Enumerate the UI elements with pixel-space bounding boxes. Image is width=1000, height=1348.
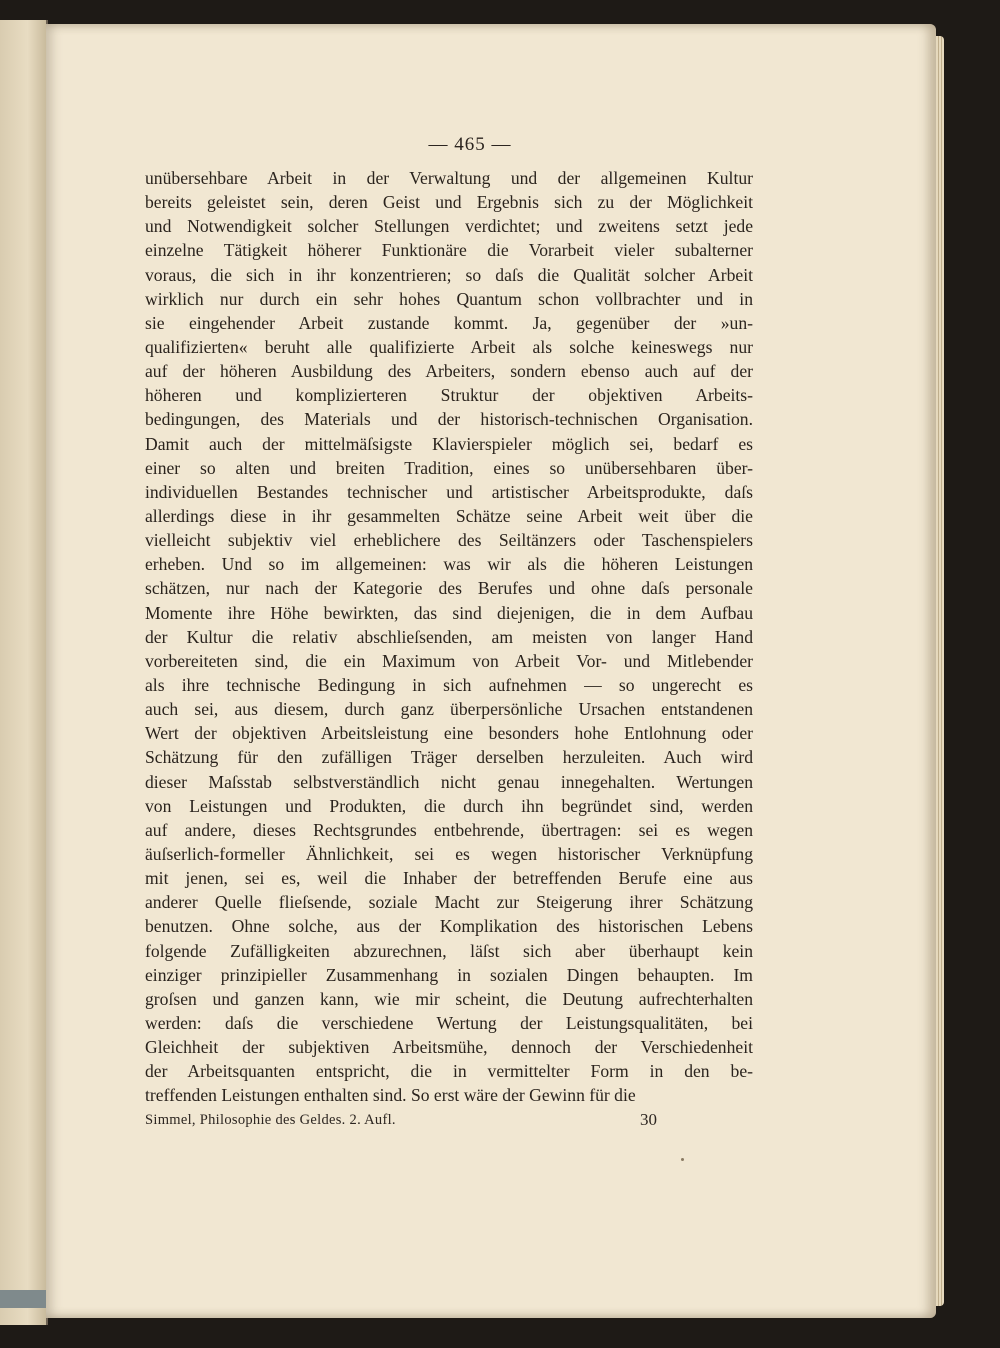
text-line: dieser Maſsstab selbstverständlich nicht genau innegehalten. Wertungen <box>145 771 753 792</box>
text-line: Wert der objektiven Arbeitsleistung eine besonders hohe Entlohnung oder <box>145 723 753 744</box>
text-line: auf andere, dieses Rechtsgrundes entbehrende, übertragen: sei es wegen <box>145 819 753 840</box>
text-line: einer so alten und breiten Tradition, eines so unübersehbaren über- <box>145 457 753 478</box>
text-line: von Leistungen und Produkten, die durch ihn begründet sind, werden <box>145 795 753 816</box>
signature-mark: 30 <box>640 1110 657 1129</box>
text-line: Momente ihre Höhe bewirkten, das sind diejenigen, die in dem Aufbau <box>145 602 753 623</box>
text-line: einzelne Tätigkeit höherer Funktionäre die Vorarbeit vieler subalterner <box>145 240 753 261</box>
text-line: werden: daſs die verschiedene Wertung der Leistungsqualitäten, bei <box>145 1012 753 1033</box>
text-line: als ihre technische Bedingung in sich aufnehmen — so ungerecht es <box>145 674 753 695</box>
body-text <box>145 166 753 1107</box>
text-line: einziger prinzipieller Zusammenhang in sozialen Dingen behaupten. Im <box>145 964 753 985</box>
text-line: äuſserlich-formeller Ähnlichkeit, sei es wegen historischer Verknüpfung <box>145 843 753 864</box>
text-line: schätzen, nur nach der Kategorie des Berufes und ohne daſs personale <box>145 578 753 599</box>
paper-speck <box>681 1158 684 1161</box>
text-line: auf der höheren Ausbildung des Arbeiters, sondern ebenso auch auf der <box>145 361 753 382</box>
text-line: Gleichheit der subjektiven Arbeitsmühe, dennoch der Verschiedenheit <box>145 1037 753 1058</box>
text-line: unübersehbare Arbeit in der Verwaltung und der allgemeinen Kultur <box>145 168 753 188</box>
text-line: erheben. Und so im allgemeinen: was wir als die höheren Leistungen <box>145 554 753 575</box>
text-line: mit jenen, sei es, weil die Inhaber der betreffenden Berufe eine aus <box>145 868 753 889</box>
text-line: bedingungen, des Materials und der historisch-technischen Organisation. <box>145 409 753 430</box>
text-line: qualifizierten« beruht alle qualifizierte Arbeit als solche keineswegs nur <box>145 336 753 357</box>
footer-book-title: Simmel, Philosophie des Geldes. 2. Aufl. <box>145 1112 396 1128</box>
text-line: benutzen. Ohne solche, aus der Komplikation des historischen Lebens <box>145 916 753 937</box>
text-line: vorbereiteten sind, die ein Maximum von Arbeit Vor- und Mitlebender <box>145 650 753 671</box>
text-line: sie eingehender Arbeit zustande kommt. Ja, gegenüber der »un- <box>145 312 753 333</box>
text-line: allerdings diese in ihr gesammelten Schätze seine Arbeit weit über die <box>145 505 753 526</box>
page-number: — 465 — <box>428 134 512 155</box>
text-line: höheren und komplizierteren Struktur der objektiven Arbeits- <box>145 385 753 406</box>
left-page-edge <box>0 20 48 1325</box>
text-line: treffenden Leistungen enthalten sind. So erst wäre der Gewinn für die <box>145 1085 636 1106</box>
text-line: vielleicht subjektiv viel erheblichere des Seiltänzers oder Taschenspielers <box>145 530 753 551</box>
text-line: bereits geleistet sein, deren Geist und Ergebnis sich zu der Möglichkeit <box>145 192 753 213</box>
text-line: Schätzung für den zufälligen Träger derselben herzuleiten. Auch wird <box>145 747 753 768</box>
text-line: und Notwendigkeit solcher Stellungen verdichtet; und zweitens setzt jede <box>145 216 753 237</box>
text-line: anderer Quelle flieſsende, soziale Macht zur Steigerung ihrer Schätzung <box>145 892 753 913</box>
text-line: der Kultur die relativ abschlieſsenden, am meisten von langer Hand <box>145 626 753 647</box>
text-line: groſsen und ganzen kann, wie mir scheint, die Deutung aufrechterhalten <box>145 988 753 1009</box>
book-cover-edge <box>0 1290 46 1308</box>
text-line: der Arbeitsquanten entspricht, die in vermittelter Form in den be- <box>145 1061 753 1082</box>
text-line: Damit auch der mittelmäſsigste Klavierspieler möglich sei, bedarf es <box>145 433 753 454</box>
text-line: auch sei, aus diesem, durch ganz überpersönliche Ursachen entstandenen <box>145 699 753 720</box>
text-line: folgende Zufälligkeiten abzurechnen, läſst sich aber überhaupt kein <box>145 940 753 961</box>
text-line: voraus, die sich in ihr konzentrieren; so daſs die Qualität solcher Arbeit <box>145 264 753 285</box>
text-line: wirklich nur durch ein sehr hohes Quantum schon vollbrachter und in <box>145 288 753 309</box>
text-line: individuellen Bestandes technischer und artistischer Arbeitsprodukte, daſs <box>145 481 753 502</box>
